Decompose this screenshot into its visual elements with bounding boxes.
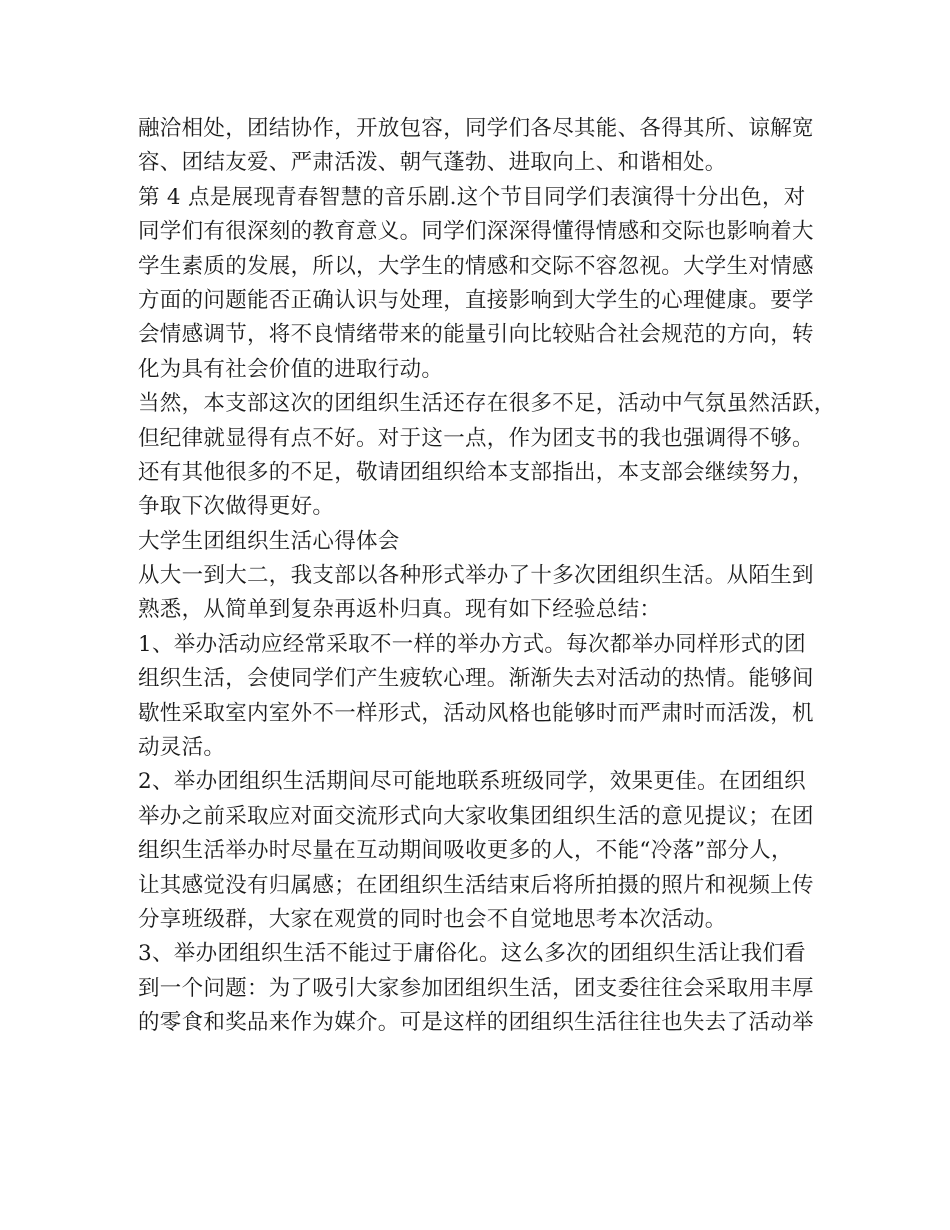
text-line: 分享班级群，大家在观赏的同时也会不自觉地思考本次活动。 [138,906,727,932]
text-line: 歇性采取室内室外不一样形式，活动风格也能够时而严肃时而活泼，机 [138,700,814,726]
text-line: 2、举办团组织生活期间尽可能地联系班级同学，效果更佳。在团组织 [138,769,806,795]
text-line: 化为具有社会价值的进取行动。 [138,356,444,382]
text-line: 从大一到大二，我支部以各种形式举办了十多次团组织生活。从陌生到 [138,563,814,589]
text-line: 融洽相处，团结协作，开放包容，同学们各尽其能、各得其所、谅解宽 [138,116,814,141]
text-line: 但纪律就显得有点不好。对于这一点，作为团支书的我也强调得不够。 [138,425,814,451]
text-line: 到一个问题：为了吸引大家参加团组织生活，团支委往往会采取用丰厚 [138,975,814,1001]
body-text [138,112,836,1041]
text-line: 3、举办团组织生活不能过于庸俗化。这么多次的团组织生活让我们看 [138,941,806,967]
text-line: 熟悉，从简单到复杂再返朴归真。现有如下经验总结： [138,597,662,623]
text-line: 争取下次做得更好。 [138,494,335,520]
text-line: 第 4 点是展现青春智慧的音乐剧.这个节目同学们表演得十分出色，对 [138,184,806,210]
text-line: 学生素质的发展，所以，大学生的情感和交际不容忽视。大学生对情感 [138,253,814,279]
text-line: 的零食和奖品来作为媒介。可是这样的团组织生活往往也失去了活动举 [138,1010,814,1036]
text-line: 还有其他很多的不足，敬请团组织给本支部指出，本支部会继续努力， [138,459,814,485]
text-line: 让其感觉没有归属感；在团组织生活结束后将所拍摄的照片和视频上传 [138,872,814,898]
text-line: 同学们有很深刻的教育意义。同学们深深得懂得情感和交际也影响着大 [138,219,814,245]
text-line: 动灵活。 [138,735,226,761]
text-line: 会情感调节，将不良情绪带来的能量引向比较贴合社会规范的方向，转 [138,322,814,348]
text-line: 1、举办活动应经常采取不一样的举办方式。每次都举办同样形式的团 [138,631,806,657]
text-line: 方面的问题能否正确认识与处理，直接影响到大学生的心理健康。要学 [138,287,814,313]
text-line: 当然，本支部这次的团组织生活还存在很多不足，活动中气氛虽然活跃， [138,391,836,417]
section-heading: 大学生团组织生活心得体会 [138,528,400,554]
text-line: 组织生活，会使同学们产生疲软心理。渐渐失去对活动的热情。能够间 [138,666,814,692]
text-line: 容、团结友爱、严肃活泼、朝气蓬勃、进取向上、和谐相处。 [138,150,727,176]
text-line: 举办之前采取应对面交流形式向大家收集团组织生活的意见提议；在团 [138,803,814,829]
text-line: 组织生活举办时尽量在互动期间吸收更多的人，不能“冷落”部分人， [138,838,793,864]
